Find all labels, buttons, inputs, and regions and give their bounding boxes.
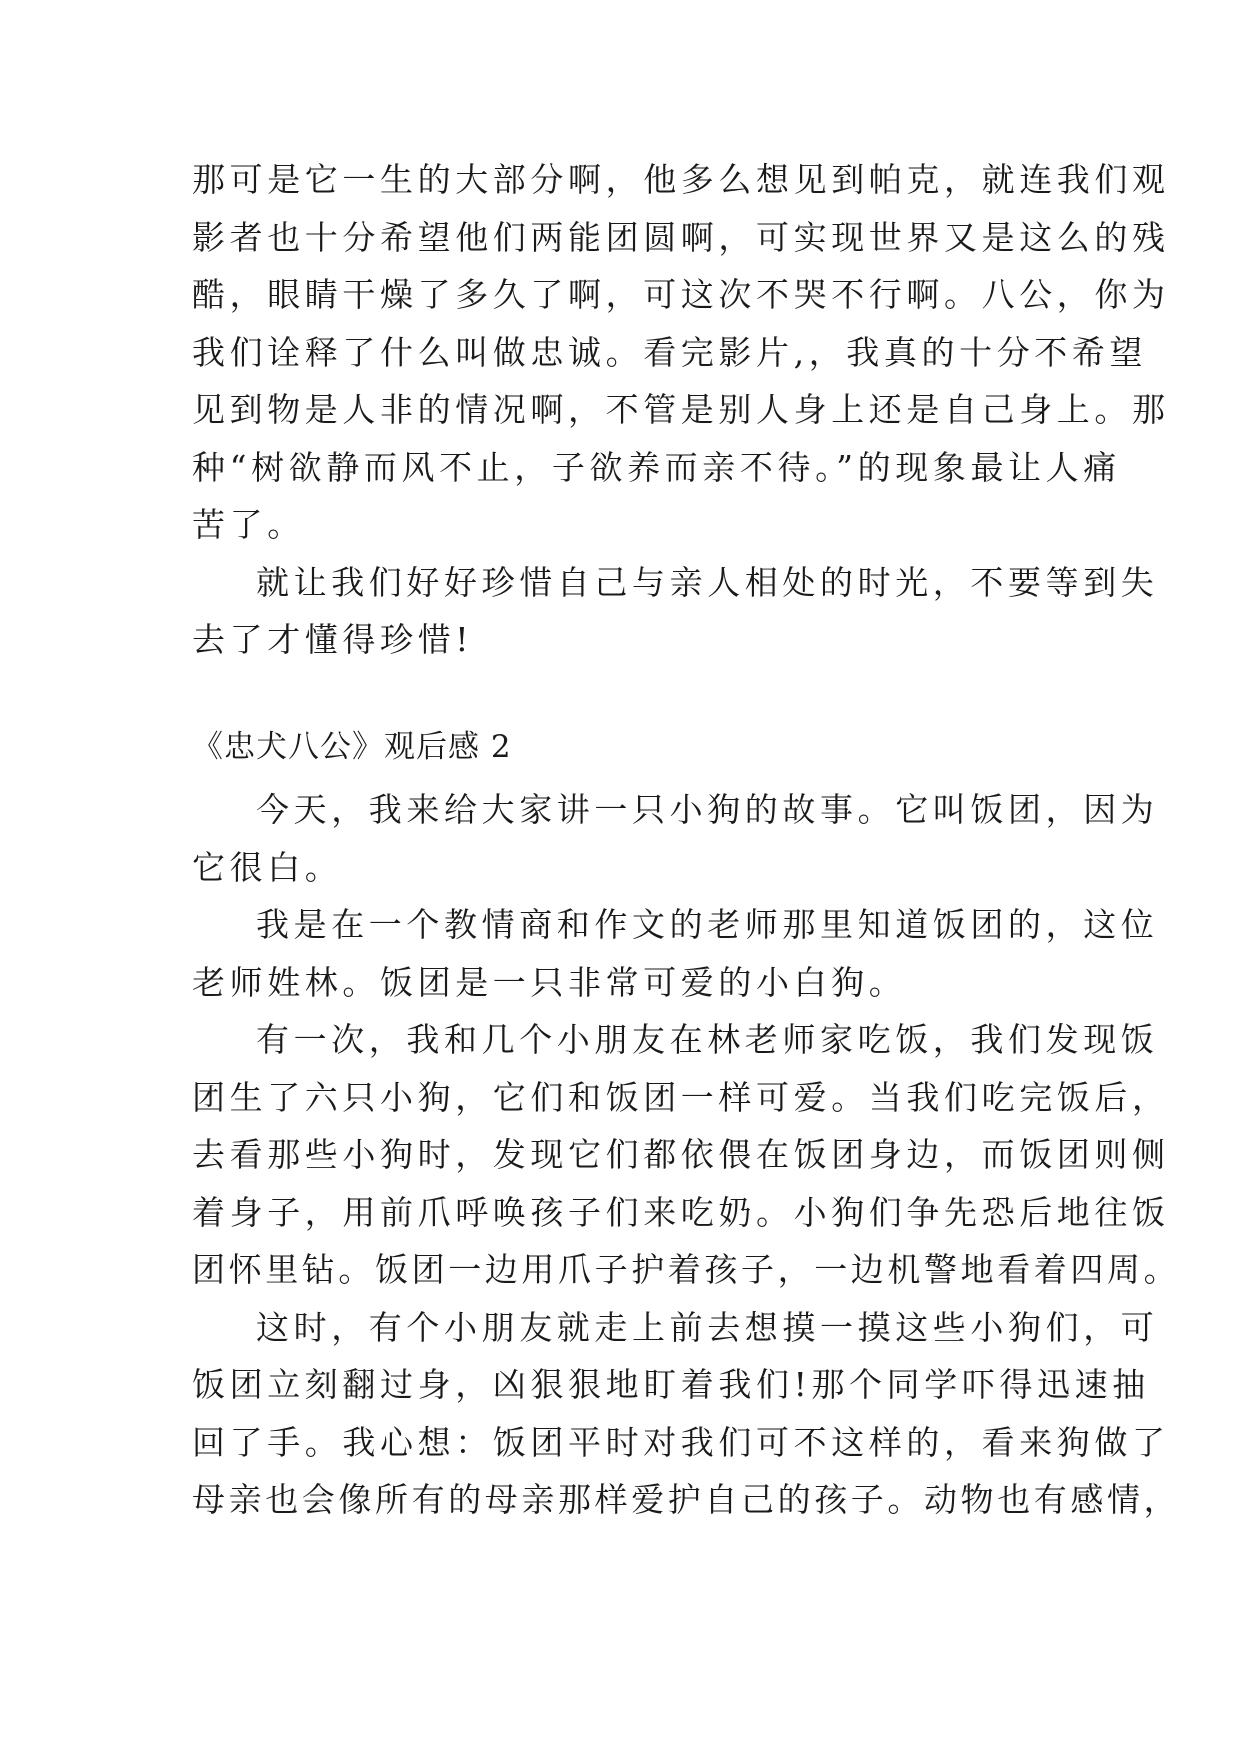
paragraph-line: 影者也十分希望他们两能团圆啊，可实现世界又是这么的残 xyxy=(192,218,1170,257)
paragraph-line: 这时，有个小朋友就走上前去想摸一摸这些小狗们，可 xyxy=(256,1308,1159,1347)
paragraph-line: 见到物是人非的情况啊，不管是别人身上还是自己身上。那 xyxy=(192,390,1170,429)
paragraph-line: 就让我们好好珍惜自己与亲人相处的时光，不要等到失 xyxy=(256,563,1159,602)
paragraph-line: 种“树欲静而风不止，子欲养而亲不待。”的现象最让人痛 xyxy=(192,448,1121,487)
paragraph-line: 母亲也会像所有的母亲那样爱护自己的孩子。动物也有感情， xyxy=(192,1480,1181,1519)
paragraph-line: 有一次，我和几个小朋友在林老师家吃饭，我们发现饭 xyxy=(256,1020,1159,1059)
paragraph-line: 回了手。我心想：饭团平时对我们可不这样的，看来狗做了 xyxy=(192,1423,1170,1462)
paragraph-line: 它很白。 xyxy=(192,848,343,887)
paragraph-line: 老师姓林。饭团是一只非常可爱的小白狗。 xyxy=(192,963,907,1002)
paragraph-line: 团生了六只小狗，它们和饭团一样可爱。当我们吃完饭后， xyxy=(192,1078,1170,1117)
paragraph-line: 苦了。 xyxy=(192,505,305,544)
paragraph-line: 团怀里钻。饭团一边用爪子护着孩子，一边机警地看着四周。 xyxy=(192,1250,1181,1289)
paragraph-line: 着身子，用前爪呼唤孩子们来吃奶。小狗们争先恐后地往饭 xyxy=(192,1193,1170,1232)
paragraph-line: 我是在一个教情商和作文的老师那里知道饭团的，这位 xyxy=(256,905,1159,944)
section-title: 《忠犬八公》观后感 2 xyxy=(192,729,512,765)
paragraph-line: 去了才懂得珍惜! xyxy=(192,620,474,659)
paragraph-line: 我们诠释了什么叫做忠诚。看完影片,，我真的十分不希望 xyxy=(192,333,1148,372)
paragraph-line: 去看那些小狗时，发现它们都依偎在饭团身边，而饭团则侧 xyxy=(192,1135,1170,1174)
paragraph-line: 那可是它一生的大部分啊，他多么想见到帕克，就连我们观 xyxy=(192,160,1170,199)
paragraph-line: 饭团立刻翻过身，凶狠狠地盯着我们!那个同学吓得迅速抽 xyxy=(192,1365,1150,1404)
paragraph-line: 今天，我来给大家讲一只小狗的故事。它叫饭团，因为 xyxy=(256,790,1159,829)
paragraph-line: 酷，眼睛干燥了多久了啊，可这次不哭不行啊。八公，你为 xyxy=(192,275,1170,314)
